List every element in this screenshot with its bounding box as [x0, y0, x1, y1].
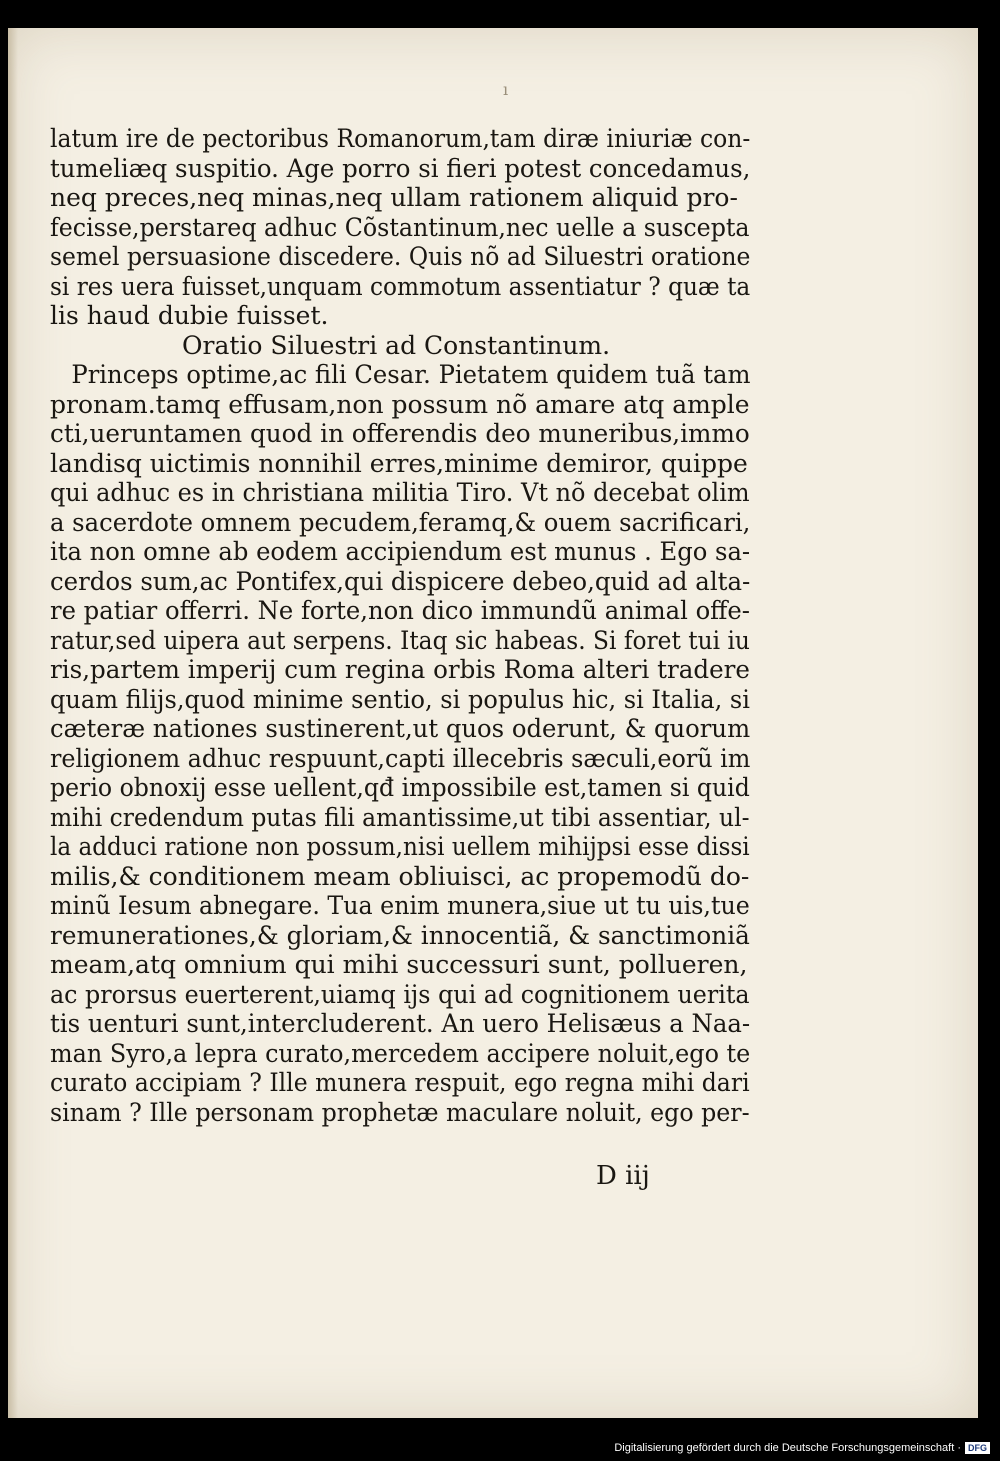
text-line: cerdos sum,ac Pontifex,qui dispicere debeo,quid ad alta- — [50, 566, 751, 596]
text-line: landisq uictimis nonnihil erres,minime demiror, quippe — [50, 448, 748, 478]
text-line: meam,atq omnium qui mihi successuri sunt, pollueren, — [50, 950, 748, 979]
text-line: ris,partem imperij cum regina orbis Roma alteri tradere — [50, 655, 750, 684]
text-line: Princeps optime,ac fili Cesar. Pietatem quidem tuã tam — [71, 360, 751, 389]
section-heading: Oratio Siluestri ad Constantinum. — [182, 330, 611, 360]
text-line: minũ Iesum abnegare. Tua enim munera,siue ut tu uis,tue — [50, 891, 750, 920]
dfg-logo-icon: DFG — [965, 1442, 990, 1454]
text-line: latum ire de pectoribus Romanorum,tam diræ iniuriæ con- — [50, 124, 751, 153]
text-line: cti,ueruntamen quod in offerendis deo muneribus,immo — [50, 419, 750, 448]
text-line: milis,& conditionem meam obliuisci, ac propemodũ do- — [50, 861, 750, 891]
text-line: la adduci ratione non possum,nisi uellem mihijpsi esse dissi — [50, 832, 750, 861]
text-line: remunerationes,& gloriam,& innocentiã, & sanctimoniã — [50, 920, 750, 950]
text-line: perio obnoxij esse uellent,qđ impossibile est,tamen si quid — [50, 773, 750, 802]
text-line: quam filijs,quod minime sentio, si populus hic, si Italia, si — [50, 684, 750, 714]
text-line: ratur,sed uipera aut serpens. Itaq sic habeas. Si foret tui iu — [50, 625, 750, 655]
text-line: tis uenturi sunt,intercluderent. An uero Helisæus a Naa- — [50, 1009, 751, 1038]
text-line: qui adhuc es in christiana militia Tiro. Vt nõ decebat olim — [50, 478, 750, 507]
scanned-page — [8, 28, 978, 1418]
text-line: cæteræ nationes sustinerent,ut quos oderunt, & quorum — [50, 714, 751, 743]
text-line: ita non omne ab eodem accipiendum est munus . Ego sa- — [50, 537, 751, 566]
text-line: si res uera fuisset,unquam commotum assentiatur ? quæ ta — [50, 271, 751, 301]
text-line: ac prorsus euerterent,uiamq ijs qui ad cognitionem uerita — [50, 979, 750, 1009]
text-line: a sacerdote omnem pecudem,feramq,& ouem sacrificari, — [50, 507, 751, 537]
footer-credit — [614, 1442, 990, 1454]
text-line: mihi credendum putas fili amantissime,ut tibi assentiar, ul- — [50, 802, 750, 832]
text-line: tumeliæq suspitio. Age porro si fieri potest concedamus, — [50, 153, 751, 183]
text-line: curato accipiam ? Ille munera respuit, ego regna mihi dari — [50, 1068, 750, 1097]
text-line: fecisse,perstareq adhuc Cõstantinum,nec uelle a suscepta — [50, 212, 750, 242]
text-line: neq preces,neq minas,neq ullam rationem aliquid pro- — [50, 183, 738, 212]
text-line: semel persuasione discedere. Quis nõ ad Siluestri oratione — [50, 242, 751, 271]
signature-mark: D iij — [596, 1161, 650, 1191]
text-line: pronam.tamq effusam,non possum nõ amare atq ample — [50, 389, 750, 419]
text-line: sinam ? Ille personam prophetæ maculare noluit, ego per- — [50, 1097, 750, 1127]
text-line: lis haud dubie fuisset. — [50, 301, 329, 330]
text-line: man Syro,a lepra curato,mercedem accipere noluit,ego te — [50, 1038, 751, 1068]
page-mark: ı — [503, 80, 509, 99]
text-block — [50, 124, 750, 1127]
text-line: re patiar offerri. Ne forte,non dico immundũ animal offe- — [50, 596, 751, 625]
footer-text: Digitalisierung gefördert durch die Deutsche Forschungsgemeinschaft · — [614, 1442, 961, 1454]
text-line: religionem adhuc respuunt,capti illecebris sæculi,eorũ im — [50, 743, 751, 773]
